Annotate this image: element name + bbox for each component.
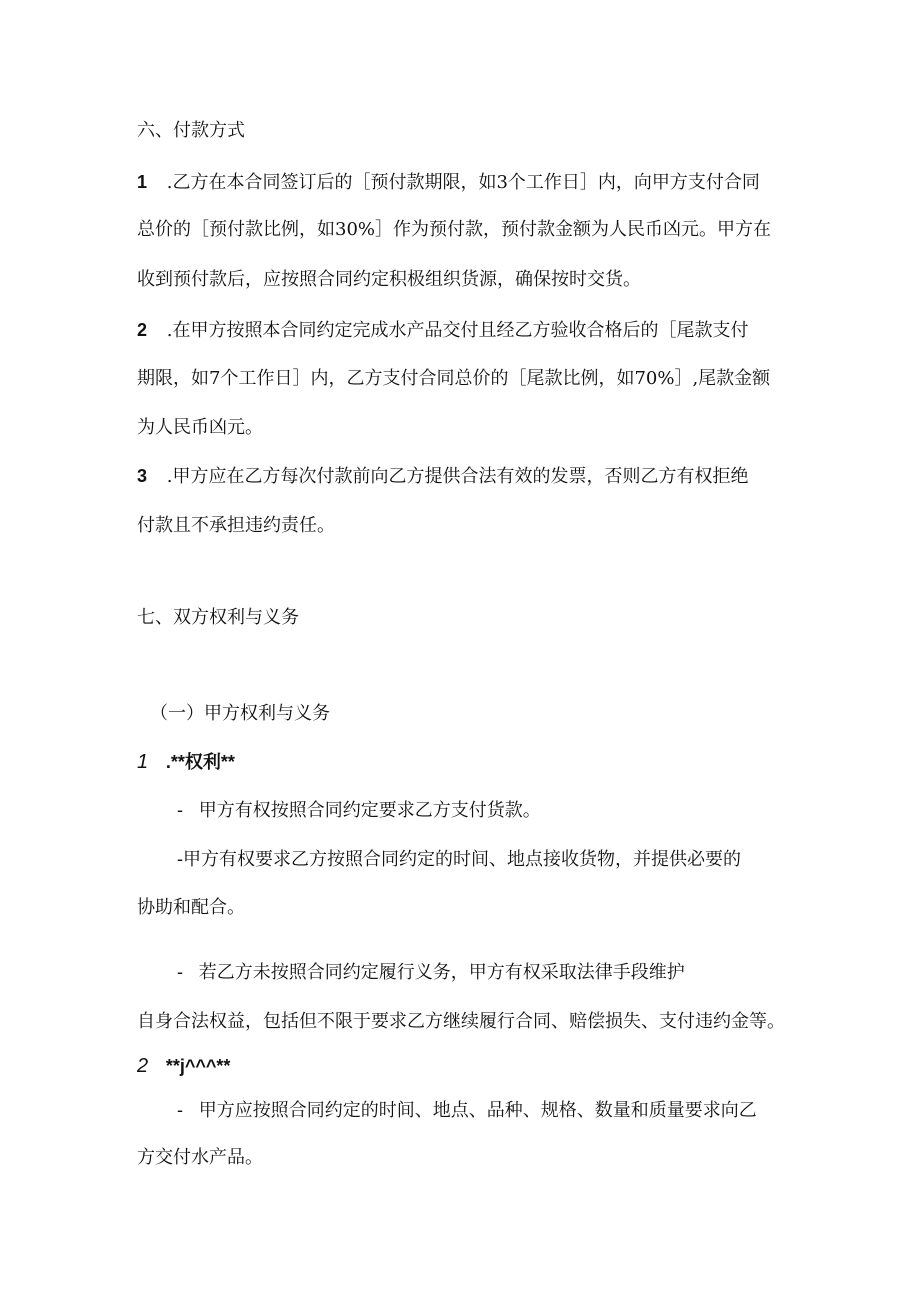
bullet-dash: - [177, 849, 183, 869]
obligations-bullet-1-line-2: 方交付水产品。 [137, 1147, 263, 1168]
item-number: 2 [137, 320, 148, 340]
item-text: .在甲方按照本合同约定完成水产品交付且经乙方验收合格后的［尾款支付 [166, 320, 749, 341]
item-number: 3 [137, 466, 148, 486]
item-number: 1 [137, 172, 148, 192]
bullet-dash: - [177, 1100, 183, 1120]
section-7-title: 七、双方权利与义务 [137, 607, 299, 628]
section-6-item-2-line-3: 为人民币凶元。 [137, 417, 263, 438]
section-6-item-1-line-3: 收到预付款后，应按照合同约定积极组织货源，确保按时交货。 [137, 269, 641, 290]
obligations-heading [137, 1054, 230, 1079]
rights-bullet-3-line-1: - 若乙方未按照合同约定履行义务，甲方有权采取法律手段维护 [177, 962, 685, 983]
subsection-party-a-title: （一）甲方权利与义务 [150, 703, 330, 724]
item-text: .乙方在本合同签订后的［预付款期限，如3个工作日］内，向甲方支付合同 [166, 172, 760, 193]
rights-bullet-1: - 甲方有权按照合同约定要求乙方支付货款。 [177, 800, 541, 821]
rights-bullet-2-line-2: 协助和配合。 [137, 897, 245, 918]
obligations-label: **j^^^** [165, 1056, 231, 1076]
bullet-dash: - [177, 800, 183, 820]
rights-bullet-3-line-2: 自身合法权益，包括但不限于要求乙方继续履行合同、赔偿损失、支付违约金等。 [137, 1011, 785, 1032]
item-number: 2 [137, 1055, 149, 1077]
rights-heading [137, 750, 235, 775]
section-6-item-2-line-1 [137, 318, 748, 343]
section-6-item-3-line-1 [137, 464, 748, 489]
bullet-dash: - [177, 962, 183, 982]
section-6-title: 六、付款方式 [137, 120, 245, 141]
obligations-bullet-1-line-1: - 甲方应按照合同约定的时间、地点、品种、规格、数量和质量要求向乙 [177, 1100, 757, 1121]
section-6-item-3-line-2: 付款且不承担违约责任。 [137, 515, 335, 536]
section-6-item-1-line-2: 总价的［预付款比例，如30%］作为预付款，预付款金额为人民币凶元。甲方在 [137, 219, 772, 240]
item-text: .甲方应在乙方每次付款前向乙方提供合法有效的发票，否则乙方有权拒绝 [166, 466, 749, 487]
rights-bullet-2-line-1: -甲方有权要求乙方按照合同约定的时间、地点接收货物，并提供必要的 [177, 849, 741, 870]
section-6-item-2-line-2: 期限，如7个工作日］内，乙方支付合同总价的［尾款比例，如70%］,尾款金额 [137, 368, 771, 389]
item-number: 1 [137, 751, 149, 773]
rights-label: .**权利** [165, 752, 235, 772]
section-6-item-1-line-1 [137, 170, 760, 195]
